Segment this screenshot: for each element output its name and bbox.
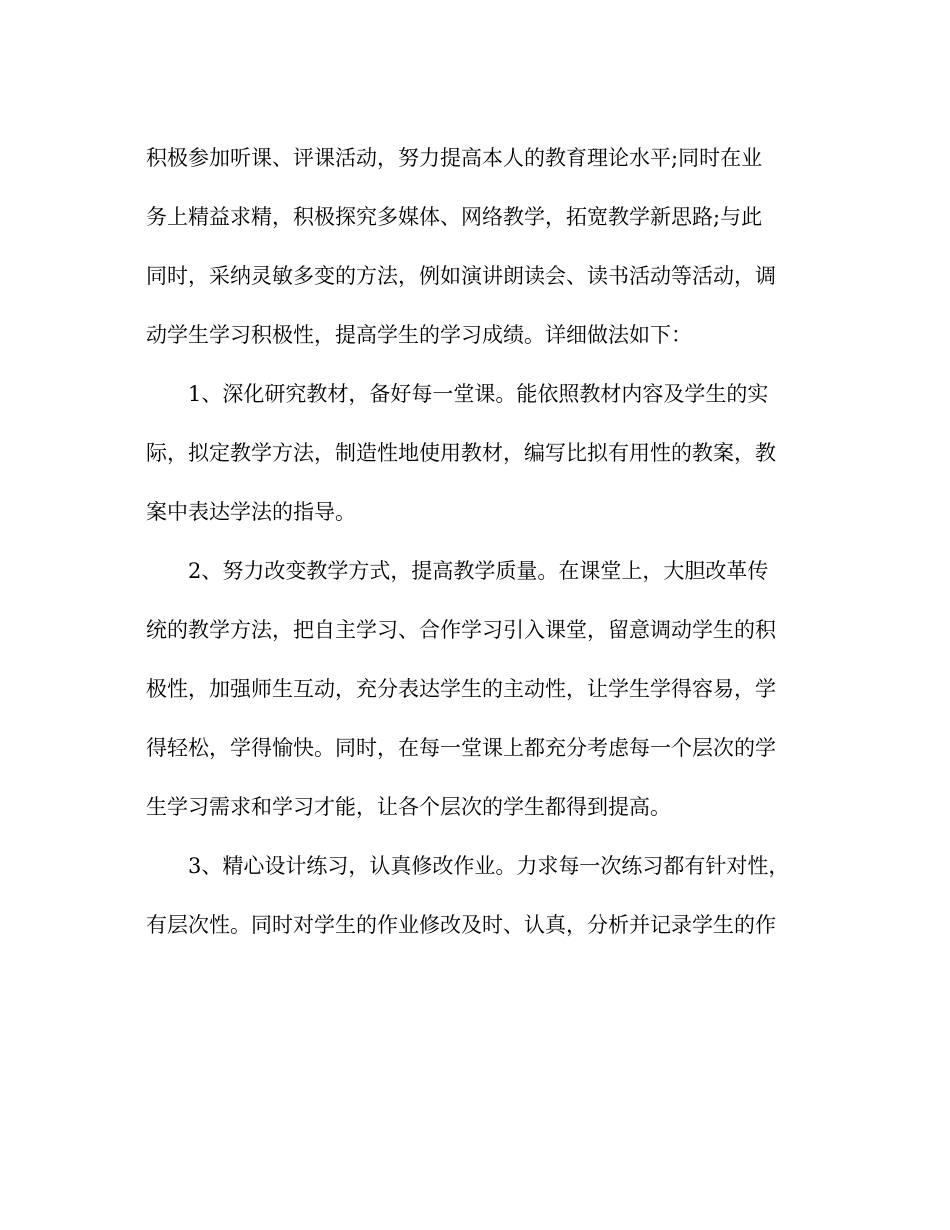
text-line: 极性，加强师生互动，充分表达学生的主动性，让学生学得容易，学 [146, 677, 776, 701]
text-line: 案中表达学法的指导。 [146, 500, 356, 524]
text-line: 生学习需求和学习才能，让各个层次的学生都得到提高。 [146, 795, 671, 819]
paragraph-2-start: 2、努力改变教学方式，提高教学质量。在课堂上，大胆改革传 [188, 559, 769, 583]
text-line: 得轻松，学得愉快。同时，在每一堂课上都充分考虑每一个层次的学 [146, 736, 776, 760]
text-line: 统的教学方法，把自主学习、合作学习引入课堂，留意调动学生的积 [146, 618, 776, 642]
text-line: 积极参加听课、评课活动，努力提高本人的教育理论水平;同时在业 [146, 146, 763, 170]
text-line: 同时，采纳灵敏多变的方法，例如演讲朗读会、读书活动等活动，调 [146, 264, 776, 288]
text-line: 有层次性。同时对学生的作业修改及时、认真，分析并记录学生的作 [146, 913, 776, 937]
text-line: 动学生学习积极性，提高学生的学习成绩。详细做法如下： [146, 323, 692, 347]
paragraph-3-start: 3、精心设计练习，认真修改作业。力求每一次练习都有针对性， [188, 854, 790, 878]
text-line: 际，拟定教学方法，制造性地使用教材，编写比拟有用性的教案，教 [146, 441, 776, 465]
text-line: 务上精益求精，积极探究多媒体、网络教学，拓宽教学新思路;与此 [146, 205, 763, 229]
paragraph-1-start: 1、深化研究教材，备好每一堂课。能依照教材内容及学生的实 [188, 382, 769, 406]
document-body [146, 136, 806, 962]
